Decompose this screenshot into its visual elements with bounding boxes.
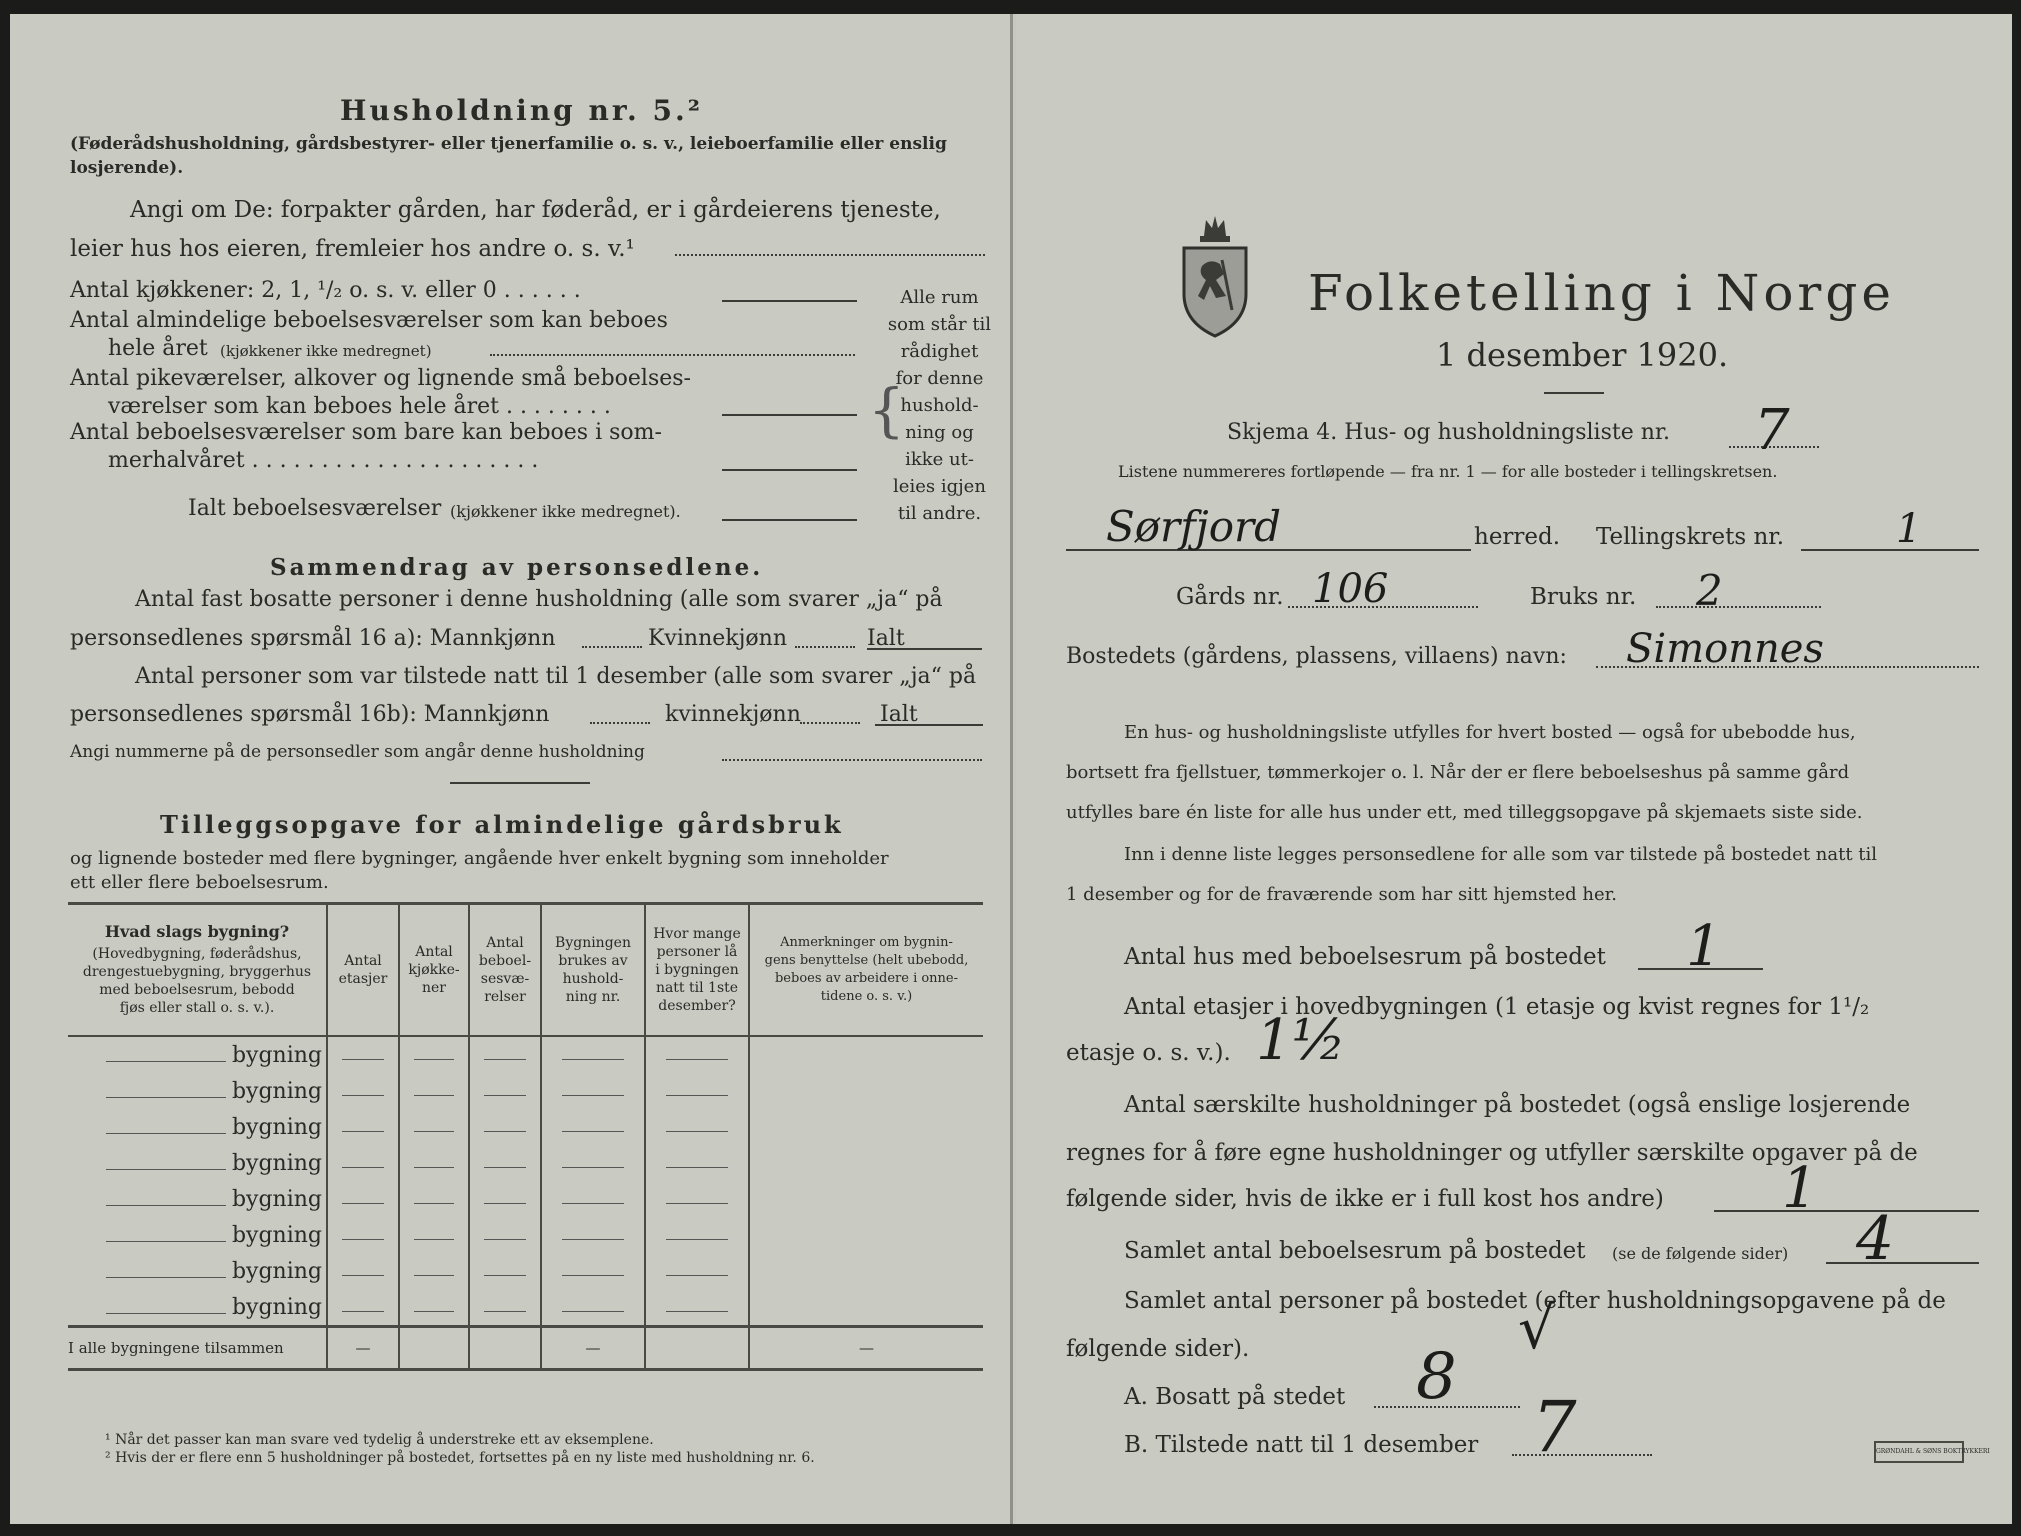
instruction-3: utfylles bare én liste for alle hus under ett, med tilleggsopgave på skjemaets siste side. [1066, 802, 1863, 823]
building-data-cell[interactable] [541, 1217, 645, 1253]
present-male-field[interactable] [590, 722, 650, 724]
building-data-cell[interactable] [645, 1145, 749, 1181]
cell-blank-line [562, 1275, 623, 1276]
building-type-cell[interactable] [68, 1181, 327, 1217]
q-rooms-total-line[interactable] [1826, 1262, 1979, 1264]
building-data-cell[interactable] [645, 1073, 749, 1109]
cell-blank-line [342, 1203, 384, 1204]
cell-blank-line [666, 1275, 727, 1276]
building-data-cell[interactable] [327, 1145, 399, 1181]
q-persons-line-2: følgende sider). [1066, 1336, 1250, 1362]
building-row-label: bygning [231, 1114, 322, 1140]
q-households-line-1: Antal særskilte husholdninger på bostedet (også enslige losjerende [1124, 1092, 1911, 1118]
building-data-cell[interactable] [399, 1253, 469, 1289]
building-data-cell[interactable] [645, 1181, 749, 1217]
bruks-value: 2 [1696, 566, 1723, 615]
q-rooms-total-value: 4 [1856, 1204, 1895, 1274]
q-households-line[interactable] [1714, 1210, 1979, 1212]
summary-line-1: Antal fast bosatte personer i denne husholdning (alle som svarer „ja“ på [135, 587, 943, 612]
q-rooms-line-1: Antal almindelige beboelsesværelser som kan beboes [70, 308, 668, 333]
table-row [68, 1253, 983, 1289]
census-sheet [10, 14, 2012, 1524]
instruction-1: En hus- og husholdningsliste utfylles for hvert bosted — også for ubebodde hus, [1124, 722, 1856, 743]
cell-blank-line [562, 1131, 623, 1132]
building-data-cell[interactable] [749, 1036, 983, 1073]
gards-label: Gårds nr. [1176, 584, 1284, 610]
building-data-cell[interactable] [469, 1036, 541, 1073]
q-resident-label: A. Bosatt på stedet [1124, 1384, 1346, 1410]
building-data-cell[interactable] [399, 1145, 469, 1181]
total-label: I alle bygningene tilsammen [68, 1327, 327, 1370]
q-households-value: 1 [1782, 1156, 1818, 1221]
cell-blank-line [484, 1095, 526, 1096]
building-type-blank[interactable] [106, 1241, 226, 1242]
q-rooms-note: (kjøkkener ikke medregnet) [220, 342, 432, 360]
col-kitchens: Antal kjøkke- ner [399, 904, 469, 1037]
building-data-cell[interactable] [645, 1217, 749, 1253]
building-data-cell[interactable] [327, 1109, 399, 1145]
household-title: Husholdning nr. 5.² [340, 94, 704, 127]
building-data-cell[interactable] [541, 1253, 645, 1289]
building-data-cell[interactable] [749, 1109, 983, 1145]
q-total-note: (kjøkkener ikke medregnet). [450, 502, 681, 521]
building-type-blank[interactable] [106, 1097, 226, 1098]
divider [450, 782, 590, 784]
printer-stamp: GRØNDAHL & SØNS BOKTRYKKERI [1874, 1441, 1964, 1463]
q-persons-line-1: Samlet antal personer på bostedet (efter husholdningsopgavene på de [1124, 1288, 1946, 1314]
building-data-cell[interactable] [399, 1073, 469, 1109]
table-row [68, 1217, 983, 1253]
building-data-cell[interactable] [469, 1217, 541, 1253]
krets-line[interactable] [1801, 549, 1979, 551]
bruks-line[interactable] [1656, 606, 1821, 608]
building-data-cell[interactable] [645, 1036, 749, 1073]
building-data-cell[interactable] [749, 1181, 983, 1217]
bruks-label: Bruks nr. [1530, 584, 1637, 610]
q-small-line-1: Antal pikeværelser, alkover og lignende små beboelses- [70, 366, 691, 391]
q-floors-line-1: Antal etasjer i hovedbygningen (1 etasje og kvist regnes for 1¹/₂ [1124, 994, 1870, 1020]
q-present-value: 7 [1532, 1386, 1577, 1468]
col-floors: Antal etasjer [327, 904, 399, 1037]
building-row-label: bygning [231, 1078, 322, 1104]
q-resident-value: 8 [1416, 1340, 1457, 1414]
present-total-field[interactable] [875, 724, 983, 726]
building-data-cell[interactable] [327, 1036, 399, 1073]
q-present-label: B. Tilstede natt til 1 desember [1124, 1432, 1479, 1458]
cell-blank-line [414, 1095, 455, 1096]
cell-blank-line [414, 1275, 455, 1276]
total-kitchens [399, 1327, 469, 1370]
cell-blank-line [414, 1131, 455, 1132]
q-small-line-2: værelser som kan beboes hele året . . . . . . . . [108, 394, 611, 419]
cell-blank-line [666, 1239, 727, 1240]
q-rooms-total-note: (se de følgende sider) [1612, 1244, 1789, 1263]
q-total: Ialt beboelsesværelser [188, 496, 442, 521]
side-note-line: ning og [905, 422, 974, 443]
building-data-cell[interactable] [327, 1217, 399, 1253]
building-data-cell[interactable] [399, 1036, 469, 1073]
title-divider [1544, 392, 1604, 394]
schema-label: Skjema 4. Hus- og husholdningsliste nr. [1227, 420, 1670, 445]
summary-line-4a: personsedlenes spørsmål 16b): Mannkjønn [70, 702, 550, 727]
table-header-row [68, 904, 983, 1037]
cell-blank-line [562, 1239, 623, 1240]
extra-line-1: og lignende bosteder med flere bygninger, angående hver enkelt bygning som inneholder [70, 848, 889, 869]
fixed-total-field[interactable] [867, 648, 982, 650]
herred-label: herred. [1474, 524, 1561, 550]
building-data-cell[interactable] [327, 1289, 399, 1327]
side-note-line: leies igjen [893, 476, 986, 497]
cell-blank-line [484, 1275, 526, 1276]
table-row [68, 1073, 983, 1109]
building-data-cell[interactable] [541, 1289, 645, 1327]
building-data-cell[interactable] [469, 1073, 541, 1109]
col-rooms: Antal beboel- sesvæ- relser [469, 904, 541, 1037]
intro-line-2: leier hus hos eieren, fremleier hos andre o. s. v.¹ [70, 236, 635, 262]
instruction-2: bortsett fra fjellstuer, tømmerkojer o. l. Når der er flere beboelseshus på samme gård [1066, 762, 1850, 783]
building-data-cell[interactable] [749, 1289, 983, 1327]
building-row-label: bygning [231, 1294, 322, 1320]
summary-line-2a: personsedlenes spørsmål 16 a): Mannkjønn [70, 626, 556, 651]
summary-line-4b: kvinnekjønn [665, 702, 801, 727]
q-kitchens-answer-line[interactable] [722, 300, 857, 302]
cell-blank-line [562, 1311, 623, 1312]
building-data-cell[interactable] [399, 1181, 469, 1217]
building-data-cell[interactable] [749, 1145, 983, 1181]
col-remarks: Anmerkninger om bygnin- gens benyttelse (helt ubebodd, beboes av arbeidere i onne- tidene o. s. v.) [749, 904, 983, 1037]
left-page [10, 14, 1013, 1524]
building-data-cell[interactable] [469, 1109, 541, 1145]
total-persons [645, 1327, 749, 1370]
extra-title: Tilleggsopgave for almindelige gårdsbruk [160, 810, 844, 839]
cell-blank-line [484, 1059, 526, 1060]
building-type-blank[interactable] [106, 1205, 226, 1206]
gards-value: 106 [1312, 566, 1389, 612]
building-data-cell[interactable] [541, 1109, 645, 1145]
side-note [882, 284, 997, 527]
building-data-cell[interactable] [645, 1289, 749, 1327]
col-household-nr: Bygningen brukes av hushold- ning nr. [541, 904, 645, 1037]
building-data-cell[interactable] [541, 1073, 645, 1109]
herred-value: Sørfjord [1106, 502, 1281, 551]
building-type-blank[interactable] [106, 1133, 226, 1134]
summary-line-2b: Kvinnekjønn [648, 626, 787, 651]
building-data-cell[interactable] [541, 1181, 645, 1217]
building-data-cell[interactable] [541, 1145, 645, 1181]
cell-blank-line [414, 1203, 455, 1204]
total-household: — [541, 1327, 645, 1370]
building-data-cell[interactable] [469, 1181, 541, 1217]
cell-blank-line [562, 1167, 623, 1168]
list-nr-value: 7 [1754, 398, 1790, 463]
krets-value: 1 [1896, 506, 1922, 552]
cell-blank-line [562, 1095, 623, 1096]
q-summer-line-2: merhalvåret . . . . . . . . . . . . . . . . . . . . . [108, 448, 539, 473]
cell-blank-line [342, 1131, 384, 1132]
building-data-cell[interactable] [749, 1217, 983, 1253]
table-row [68, 1036, 983, 1073]
present-female-field[interactable] [800, 722, 860, 724]
numbering-note: Listene nummereres fortløpende — fra nr. 1 — for alle bosteder i tellingskretsen. [1118, 462, 1778, 481]
cell-blank-line [484, 1167, 526, 1168]
footnote-2: ² Hvis der er flere enn 5 husholdninger på bostedet, fortsettes på en ny liste med husholdning nr. 6. [105, 1450, 815, 1466]
instruction-5: 1 desember og for de fraværende som har sitt hjemsted her. [1066, 884, 1617, 905]
building-data-cell[interactable] [749, 1073, 983, 1109]
bosted-label: Bostedets (gårdens, plassens, villaens) navn: [1066, 644, 1567, 669]
cell-blank-line [666, 1203, 727, 1204]
cell-blank-line [342, 1059, 384, 1060]
cell-blank-line [484, 1203, 526, 1204]
building-data-cell[interactable] [541, 1036, 645, 1073]
q-floors-value: 1½ [1256, 1008, 1346, 1073]
form-title: Folketelling i Norge [1308, 264, 1895, 322]
form-date: 1 desember 1920. [1436, 336, 1729, 374]
q-small-answer-line[interactable] [722, 414, 857, 416]
col-persons: Hvor mange personer lå i bygningen natt til 1ste desember? [645, 904, 749, 1037]
summary-line-4c: Ialt [880, 702, 918, 727]
cell-blank-line [342, 1095, 384, 1096]
building-type-cell[interactable] [68, 1073, 327, 1109]
cell-blank-line [342, 1311, 384, 1312]
side-note-line: Alle rum [900, 287, 979, 308]
summary-line-5: Angi nummerne på de personsedler som angår denne husholdning [70, 742, 645, 762]
q-total-answer-line[interactable] [722, 519, 857, 521]
cell-blank-line [342, 1275, 384, 1276]
q-persons-check-mark: √ [1518, 1294, 1555, 1362]
building-data-cell[interactable] [327, 1073, 399, 1109]
building-data-cell[interactable] [399, 1217, 469, 1253]
building-row-label: bygning [231, 1150, 322, 1176]
building-type-cell[interactable] [68, 1109, 327, 1145]
intro-line-1: Angi om De: forpakter gården, har føderåd, er i gårdeierens tjeneste, [130, 197, 941, 223]
cell-blank-line [414, 1167, 455, 1168]
building-type-blank[interactable] [106, 1313, 226, 1314]
krets-label: Tellingskrets nr. [1596, 524, 1785, 550]
side-note-line: som står til [887, 314, 992, 335]
building-row-label: bygning [231, 1258, 322, 1284]
building-data-cell[interactable] [469, 1289, 541, 1327]
cell-blank-line [562, 1203, 623, 1204]
right-page [1016, 14, 2012, 1524]
building-type-cell[interactable] [68, 1289, 327, 1327]
household-subtitle: (Føderådshusholdning, gårdsbestyrer- eller tjenerfamilie o. s. v., leieboerfamilie eller enslig losjerende). [70, 134, 947, 178]
building-type-blank[interactable] [106, 1277, 226, 1278]
q-households-line-3: følgende sider, hvis de ikke er i full kost hos andre) [1066, 1186, 1664, 1212]
building-row-label: bygning [231, 1042, 322, 1068]
brace-icon: { [868, 376, 905, 444]
building-type-blank[interactable] [106, 1061, 226, 1062]
q-houses: Antal hus med beboelsesrum på bostedet [1124, 944, 1606, 970]
intro-fill-line [675, 254, 985, 256]
q-summer-answer-line[interactable] [722, 469, 857, 471]
cell-blank-line [562, 1059, 623, 1060]
col-building-type-title: Hvad slags bygning? [104, 922, 290, 941]
col-building-type [68, 904, 327, 1037]
cell-blank-line [414, 1311, 455, 1312]
building-type-blank[interactable] [106, 1169, 226, 1170]
fixed-female-field[interactable] [795, 646, 855, 648]
summary-title: Sammendrag av personsedlene. [270, 554, 764, 581]
cell-blank-line [484, 1131, 526, 1132]
building-type-cell[interactable] [68, 1253, 327, 1289]
building-type-cell[interactable] [68, 1145, 327, 1181]
side-note-line: hushold- [900, 395, 979, 416]
q-rooms-total: Samlet antal beboelsesrum på bostedet [1124, 1238, 1586, 1264]
side-note-line: for denne [895, 368, 984, 389]
building-type-cell[interactable] [68, 1036, 327, 1073]
building-data-cell[interactable] [645, 1253, 749, 1289]
building-data-cell[interactable] [469, 1253, 541, 1289]
cell-blank-line [666, 1311, 727, 1312]
table-row [68, 1181, 983, 1217]
building-type-cell[interactable] [68, 1217, 327, 1253]
instruction-4: Inn i denne liste legges personsedlene for alle som var tilstede på bostedet natt til [1124, 844, 1878, 865]
total-rooms [469, 1327, 541, 1370]
cell-blank-line [342, 1239, 384, 1240]
cell-blank-line [666, 1167, 727, 1168]
building-data-cell[interactable] [749, 1253, 983, 1289]
cell-blank-line [414, 1239, 455, 1240]
table-row [68, 1145, 983, 1181]
q-floors-line-2: etasje o. s. v.). [1066, 1040, 1231, 1066]
cell-blank-line [666, 1059, 727, 1060]
q-kitchens: Antal kjøkkener: 2, 1, ¹/₂ o. s. v. eller 0 . . . . . . [70, 278, 581, 303]
footnote-1: ¹ Når det passer kan man svare ved tydelig å understreke ett av eksemplene. [105, 1432, 654, 1448]
coat-of-arms-icon [1176, 214, 1254, 339]
fixed-male-field[interactable] [582, 646, 642, 648]
cell-blank-line [484, 1311, 526, 1312]
cell-blank-line [666, 1131, 727, 1132]
col-building-type-desc: (Hovedbygning, føderådshus, drengestuebygning, bryggerhus med beboelsesrum, bebodd fjøs eller stall o. s. v.). [82, 946, 312, 1016]
building-row-label: bygning [231, 1186, 322, 1212]
building-data-cell[interactable] [399, 1109, 469, 1145]
building-data-cell[interactable] [327, 1253, 399, 1289]
person-numbers-field[interactable] [722, 759, 982, 761]
summary-line-3: Antal personer som var tilstede natt til 1 desember (alle som svarer „ja“ på [135, 664, 977, 689]
cell-blank-line [414, 1059, 455, 1060]
side-note-line: ikke ut- [905, 449, 974, 470]
total-remarks: — [749, 1327, 983, 1370]
cell-blank-line [484, 1239, 526, 1240]
extra-line-2: ett eller flere beboelsesrum. [70, 872, 329, 893]
buildings-table [68, 902, 983, 1371]
summary-line-2c: Ialt [867, 626, 905, 651]
q-houses-value: 1 [1686, 914, 1722, 979]
total-floors: — [327, 1327, 399, 1370]
table-row [68, 1109, 983, 1145]
building-data-cell[interactable] [645, 1109, 749, 1145]
table-total-row [68, 1327, 983, 1370]
side-note-line: rådighet [900, 341, 979, 362]
cell-blank-line [666, 1095, 727, 1096]
q-rooms-line-2: hele året [108, 336, 208, 361]
table-row [68, 1289, 983, 1327]
building-row-label: bygning [231, 1222, 322, 1248]
q-summer-line-1: Antal beboelsesværelser som bare kan beboes i som- [70, 420, 662, 445]
q-rooms-answer-line[interactable] [490, 354, 855, 356]
bosted-value: Simonnes [1626, 626, 1824, 672]
building-data-cell[interactable] [399, 1289, 469, 1327]
side-note-line: til andre. [897, 503, 982, 524]
q-households-line-2: regnes for å føre egne husholdninger og utfyller særskilte opgaver på de [1066, 1140, 1918, 1166]
cell-blank-line [342, 1167, 384, 1168]
building-data-cell[interactable] [469, 1145, 541, 1181]
building-data-cell[interactable] [327, 1181, 399, 1217]
